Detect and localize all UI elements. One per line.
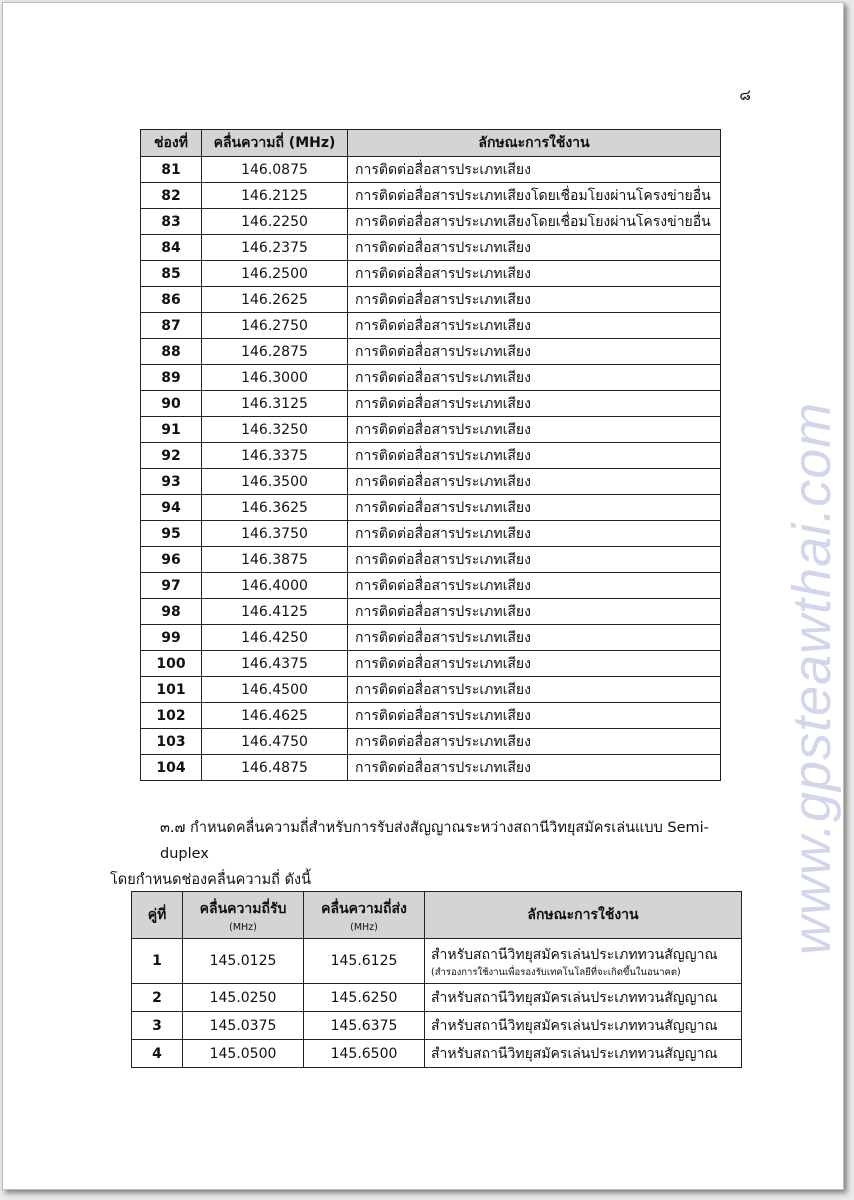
table-row: [141, 391, 721, 417]
channel-number: 92: [141, 443, 202, 469]
table-row: [141, 547, 721, 573]
channel-number: 86: [141, 287, 202, 313]
usage-text: สำหรับสถานีวิทยุสมัครเล่นประเภททวนสัญญาณ: [431, 1017, 718, 1034]
usage-text: การติดต่อสื่อสารประเภทเสียง: [348, 599, 721, 625]
usage-text: การติดต่อสื่อสารประเภทเสียงโดยเชื่อมโยงผ่านโครงข่ายอื่น: [348, 209, 721, 235]
rx-frequency: 145.0375: [183, 1012, 304, 1040]
table-row: [141, 625, 721, 651]
channel-number: 90: [141, 391, 202, 417]
usage-cell: [425, 1040, 742, 1068]
table-row: [141, 261, 721, 287]
frequency-value: 146.4125: [202, 599, 348, 625]
channel-number: 82: [141, 183, 202, 209]
header-usage: ลักษณะการใช้งาน: [425, 892, 742, 939]
usage-text: การติดต่อสื่อสารประเภทเสียง: [348, 677, 721, 703]
usage-text: การติดต่อสื่อสารประเภทเสียง: [348, 443, 721, 469]
header-rx-label: คลื่นความถี่รับ: [199, 900, 287, 917]
channel-number: 85: [141, 261, 202, 287]
usage-text: การติดต่อสื่อสารประเภทเสียงโดยเชื่อมโยงผ่านโครงข่ายอื่น: [348, 183, 721, 209]
usage-text: การติดต่อสื่อสารประเภทเสียง: [348, 261, 721, 287]
pair-number: 4: [132, 1040, 183, 1068]
header-tx: [304, 892, 425, 939]
channel-number: 87: [141, 313, 202, 339]
header-rx-unit: (MHz): [229, 921, 257, 933]
channel-number: 104: [141, 755, 202, 781]
frequency-value: 146.4375: [202, 651, 348, 677]
pair-number: 2: [132, 984, 183, 1012]
frequency-value: 146.2500: [202, 261, 348, 287]
channel-number: 89: [141, 365, 202, 391]
channel-number: 102: [141, 703, 202, 729]
pair-number: 3: [132, 1012, 183, 1040]
tx-frequency: 145.6125: [304, 939, 425, 984]
pair-number: 1: [132, 939, 183, 984]
table-row: [141, 313, 721, 339]
usage-text: การติดต่อสื่อสารประเภทเสียง: [348, 365, 721, 391]
channel-number: 93: [141, 469, 202, 495]
table-row: [141, 235, 721, 261]
document-page: [2, 2, 844, 1190]
frequency-value: 146.0875: [202, 157, 348, 183]
channel-number: 81: [141, 157, 202, 183]
table-row: [141, 287, 721, 313]
tx-frequency: 145.6375: [304, 1012, 425, 1040]
frequency-value: 146.4750: [202, 729, 348, 755]
table-row: [141, 495, 721, 521]
tx-frequency: 145.6500: [304, 1040, 425, 1068]
table-row: [141, 443, 721, 469]
channel-number: 91: [141, 417, 202, 443]
table-row: [141, 521, 721, 547]
table-row: [141, 651, 721, 677]
frequency-value: 146.4875: [202, 755, 348, 781]
table-row: [141, 469, 721, 495]
channel-table-header: [141, 130, 721, 157]
frequency-value: 146.2625: [202, 287, 348, 313]
usage-text: การติดต่อสื่อสารประเภทเสียง: [348, 495, 721, 521]
channel-number: 99: [141, 625, 202, 651]
frequency-value: 146.2250: [202, 209, 348, 235]
usage-text: การติดต่อสื่อสารประเภทเสียง: [348, 729, 721, 755]
channel-number: 84: [141, 235, 202, 261]
channel-number: 96: [141, 547, 202, 573]
frequency-value: 146.3125: [202, 391, 348, 417]
repeater-pair-table: [131, 891, 742, 1068]
usage-text: การติดต่อสื่อสารประเภทเสียง: [348, 235, 721, 261]
table-row: [141, 365, 721, 391]
table-row: [141, 183, 721, 209]
usage-cell: [425, 1012, 742, 1040]
usage-text: การติดต่อสื่อสารประเภทเสียง: [348, 417, 721, 443]
table-row: [141, 703, 721, 729]
usage-text: การติดต่อสื่อสารประเภทเสียง: [348, 521, 721, 547]
frequency-value: 146.3500: [202, 469, 348, 495]
frequency-value: 146.4500: [202, 677, 348, 703]
usage-note: (สำรองการใช้งานเพื่อรองรับเทคโนโลยีที่จะเกิดขึ้นในอนาคต): [431, 966, 681, 978]
channel-number: 98: [141, 599, 202, 625]
table-row: [141, 339, 721, 365]
usage-text: สำหรับสถานีวิทยุสมัครเล่นประเภททวนสัญญาณ: [431, 1045, 718, 1062]
table-row: [141, 729, 721, 755]
table-row: [141, 755, 721, 781]
table-row: [132, 1012, 742, 1040]
page-number: ๘: [739, 86, 751, 104]
frequency-value: 146.2750: [202, 313, 348, 339]
watermark: www.gpsteawthai.com: [782, 401, 842, 955]
table-row: [141, 677, 721, 703]
channel-number: 88: [141, 339, 202, 365]
frequency-value: 146.3250: [202, 417, 348, 443]
frequency-value: 146.3000: [202, 365, 348, 391]
usage-text: สำหรับสถานีวิทยุสมัครเล่นประเภททวนสัญญาณ: [431, 946, 718, 963]
usage-text: การติดต่อสื่อสารประเภทเสียง: [348, 547, 721, 573]
section-paragraph: [110, 815, 752, 893]
table-row: [141, 573, 721, 599]
frequency-value: 146.3375: [202, 443, 348, 469]
header-rx: [183, 892, 304, 939]
table-row: [132, 1040, 742, 1068]
table-row: [141, 417, 721, 443]
usage-text: การติดต่อสื่อสารประเภทเสียง: [348, 313, 721, 339]
header-frequency: คลื่นความถี่ (MHz): [202, 130, 348, 157]
frequency-value: 146.4250: [202, 625, 348, 651]
usage-text: การติดต่อสื่อสารประเภทเสียง: [348, 339, 721, 365]
usage-text: การติดต่อสื่อสารประเภทเสียง: [348, 391, 721, 417]
table-row: [141, 209, 721, 235]
table-row: [132, 939, 742, 984]
frequency-value: 146.2875: [202, 339, 348, 365]
frequency-value: 146.4625: [202, 703, 348, 729]
header-pair: คู่ที่: [132, 892, 183, 939]
frequency-value: 146.4000: [202, 573, 348, 599]
usage-text: การติดต่อสื่อสารประเภทเสียง: [348, 157, 721, 183]
frequency-value: 146.2375: [202, 235, 348, 261]
frequency-value: 146.3750: [202, 521, 348, 547]
usage-text: การติดต่อสื่อสารประเภทเสียง: [348, 573, 721, 599]
table-row: [132, 984, 742, 1012]
usage-cell: [425, 939, 742, 984]
tx-frequency: 145.6250: [304, 984, 425, 1012]
channel-number: 94: [141, 495, 202, 521]
table-row: [141, 599, 721, 625]
usage-cell: [425, 984, 742, 1012]
usage-text: สำหรับสถานีวิทยุสมัครเล่นประเภททวนสัญญาณ: [431, 989, 718, 1006]
usage-text: การติดต่อสื่อสารประเภทเสียง: [348, 651, 721, 677]
channel-table: [140, 129, 721, 781]
paragraph-line-1: ๓.๗ กำหนดคลื่นความถี่สำหรับการรับส่งสัญญาณระหว่างสถานีวิทยุสมัครเล่นแบบ Semi-duplex: [160, 820, 709, 862]
repeater-table-header: [132, 892, 742, 939]
table-row: [141, 157, 721, 183]
frequency-value: 146.2125: [202, 183, 348, 209]
usage-text: การติดต่อสื่อสารประเภทเสียง: [348, 755, 721, 781]
rx-frequency: 145.0125: [183, 939, 304, 984]
usage-text: การติดต่อสื่อสารประเภทเสียง: [348, 469, 721, 495]
rx-frequency: 145.0500: [183, 1040, 304, 1068]
usage-text: การติดต่อสื่อสารประเภทเสียง: [348, 703, 721, 729]
rx-frequency: 145.0250: [183, 984, 304, 1012]
channel-number: 101: [141, 677, 202, 703]
usage-text: การติดต่อสื่อสารประเภทเสียง: [348, 625, 721, 651]
header-channel: ช่องที่: [141, 130, 202, 157]
channel-number: 103: [141, 729, 202, 755]
header-usage: ลักษณะการใช้งาน: [348, 130, 721, 157]
channel-number: 100: [141, 651, 202, 677]
paragraph-line-2: โดยกำหนดช่องคลื่นความถี่ ดังนี้: [110, 872, 311, 888]
channel-number: 95: [141, 521, 202, 547]
frequency-value: 146.3625: [202, 495, 348, 521]
channel-number: 83: [141, 209, 202, 235]
usage-text: การติดต่อสื่อสารประเภทเสียง: [348, 287, 721, 313]
channel-number: 97: [141, 573, 202, 599]
header-tx-label: คลื่นความถี่ส่ง: [321, 900, 407, 917]
header-tx-unit: (MHz): [350, 921, 378, 933]
frequency-value: 146.3875: [202, 547, 348, 573]
